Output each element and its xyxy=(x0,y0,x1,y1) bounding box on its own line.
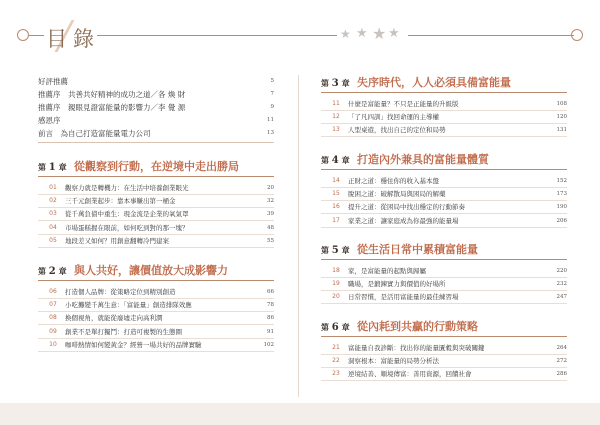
chapter-title: 失序時代，人人必須具備富能量 xyxy=(357,76,511,89)
entry-title: 小吃攤變千萬生意：「富能量」創造排隊效應 xyxy=(65,301,192,310)
entry-page: 272 xyxy=(556,358,567,365)
chapter-label-suffix: 章 xyxy=(341,322,350,332)
page-title xyxy=(46,22,96,52)
entry-rule xyxy=(38,247,274,248)
chapter-label-prefix: 第 xyxy=(321,155,329,165)
chapter-heading[interactable] xyxy=(38,263,274,281)
chapter-number: 1 xyxy=(48,162,56,173)
front-matter-item[interactable] xyxy=(38,127,274,140)
entry-page: 220 xyxy=(556,268,567,274)
header-rule xyxy=(29,35,44,36)
chapter-heading[interactable] xyxy=(321,242,567,260)
front-matter-title: 前言 為自己打造富能量電力公司 xyxy=(38,129,151,138)
chapter-label-prefix: 第 xyxy=(38,162,46,172)
front-matter-title: 好評推薦 xyxy=(38,77,68,86)
header-ring-right xyxy=(571,29,583,41)
entry-number: 22 xyxy=(332,357,340,365)
page-title-char: 目 xyxy=(46,27,67,51)
entry-title: 換個視角，就能從廢墟走向高利潤 xyxy=(65,314,163,323)
chapter-label xyxy=(321,78,350,89)
entry-page: 264 xyxy=(556,345,567,351)
chapter-number: 2 xyxy=(48,266,56,277)
toc-entry[interactable] xyxy=(321,188,567,200)
entry-page: 78 xyxy=(267,302,274,309)
entry-title: 富能量自我診斷：找出你的能量匱穀與突破關鍵 xyxy=(348,344,485,352)
header-rule xyxy=(97,35,337,36)
entry-number: 12 xyxy=(332,113,340,121)
entry-number: 17 xyxy=(332,216,340,224)
entry-page: 286 xyxy=(556,371,567,378)
front-matter-item[interactable] xyxy=(38,114,274,127)
entry-number: 18 xyxy=(332,267,340,274)
entry-page: 190 xyxy=(556,204,567,211)
toc-entry[interactable] xyxy=(38,235,274,247)
entry-title: 市場蛋糕握在眼前，如何吃到對的那一塊？ xyxy=(65,223,189,232)
chapter-label xyxy=(321,155,350,166)
front-matter-page: 13 xyxy=(267,130,274,136)
entry-number: 06 xyxy=(49,288,57,295)
footer-band xyxy=(0,403,600,425)
entry-number: 10 xyxy=(49,340,57,348)
entry-number: 14 xyxy=(332,177,340,184)
entry-title: 「了凡四訓」找回命運的主導權 xyxy=(348,113,439,122)
toc-entry[interactable] xyxy=(38,326,274,338)
entry-number: 05 xyxy=(49,236,57,244)
chapter-title: 從生活日常中累積富能量 xyxy=(357,243,478,256)
entry-page: 66 xyxy=(267,289,274,295)
entry-rule xyxy=(321,227,567,228)
entry-page: 55 xyxy=(267,237,274,244)
toc-entry[interactable] xyxy=(321,265,567,277)
chapter-label xyxy=(321,322,350,333)
chapter-rule xyxy=(38,176,274,177)
entry-title: 正財之道：穩住你的收入基本盤 xyxy=(348,177,439,185)
entry-page: 32 xyxy=(267,198,274,205)
entry-title: 三千元創業起步：靠本事賺出第一桶金 xyxy=(65,197,176,206)
chapter-rule xyxy=(321,92,567,93)
entry-number: 15 xyxy=(332,190,340,198)
chapter-label-suffix: 章 xyxy=(58,162,67,172)
entry-title: 什麼是富能量？不只是正能量的升級版 xyxy=(348,100,459,108)
toc-entry[interactable] xyxy=(321,278,567,290)
chapter-heading[interactable] xyxy=(321,75,567,93)
chapter-rule xyxy=(321,336,567,337)
entry-number: 04 xyxy=(49,223,57,231)
chapter-label-suffix: 章 xyxy=(341,155,350,165)
toc-entry[interactable] xyxy=(38,299,274,311)
entry-page: 173 xyxy=(556,191,567,198)
toc-entry[interactable] xyxy=(38,208,274,220)
toc-entry[interactable] xyxy=(38,195,274,207)
toc-entry[interactable] xyxy=(321,355,567,367)
entry-page: 131 xyxy=(556,127,567,134)
front-matter-page: 9 xyxy=(270,104,274,110)
front-matter-item[interactable] xyxy=(38,75,274,88)
entry-rule xyxy=(321,136,567,137)
chapter-heading[interactable] xyxy=(321,319,567,337)
entry-page: 20 xyxy=(267,185,274,191)
star-icon: ★ xyxy=(340,27,351,41)
entry-page: 86 xyxy=(267,315,274,322)
entry-number: 02 xyxy=(49,197,57,205)
toc-entry[interactable] xyxy=(321,342,567,354)
entry-page: 206 xyxy=(556,217,567,224)
entry-page: 152 xyxy=(556,178,567,184)
chapter-label-prefix: 第 xyxy=(321,245,329,255)
toc-entry[interactable] xyxy=(38,182,274,194)
star-icon: ★ xyxy=(388,26,400,41)
entry-page: 48 xyxy=(267,224,274,231)
chapter-title: 從內耗到共贏的行動策略 xyxy=(357,320,478,333)
toc-entry[interactable] xyxy=(38,312,274,324)
front-matter-page: 11 xyxy=(267,117,274,123)
entry-title: 逆境結善、順境傳富：善用資源，回饋社會 xyxy=(348,370,472,379)
entry-rule xyxy=(38,351,274,352)
entry-title: 創業不是單打獨鬥：打造可複製的生態圈 xyxy=(65,327,182,336)
toc-header xyxy=(0,22,600,62)
entry-number: 13 xyxy=(332,126,340,134)
chapter-number: 3 xyxy=(331,78,339,89)
toc-entry[interactable] xyxy=(38,286,274,298)
front-matter-title: 感恩序 xyxy=(38,116,61,125)
chapter-label xyxy=(38,162,67,173)
entry-number: 20 xyxy=(332,293,340,301)
entry-number: 01 xyxy=(49,184,57,191)
entry-title: 觀察力就是轉機力：在生活中培養創業眼光 xyxy=(65,184,189,192)
entry-number: 23 xyxy=(332,370,340,378)
entry-page: 39 xyxy=(267,211,274,218)
toc-entry[interactable] xyxy=(321,291,567,303)
entry-number: 07 xyxy=(49,301,57,309)
chapter-number: 5 xyxy=(331,245,339,256)
chapter-title: 從觀察到行動，在逆境中走出勝局 xyxy=(74,160,239,173)
chapter-heading[interactable] xyxy=(321,152,567,170)
chapter-rule xyxy=(321,259,567,260)
front-matter-item[interactable] xyxy=(38,88,274,101)
entry-page: 102 xyxy=(263,341,274,348)
chapter-rule xyxy=(321,169,567,170)
entry-title: 家，是富能量的起點與歸屬 xyxy=(348,267,426,275)
entry-title: 職場，是鍛鍊實力與價值的好場所 xyxy=(348,280,446,289)
toc-entry[interactable] xyxy=(321,201,567,213)
toc-entry[interactable] xyxy=(38,222,274,234)
entry-page: 91 xyxy=(267,328,274,335)
front-matter-page: 5 xyxy=(270,78,274,84)
front-matter-page: 7 xyxy=(270,91,274,97)
entry-title: 從千萬負債中重生：現金流是企業的氧氣罩 xyxy=(65,210,189,219)
chapter-title: 與人共好，讓價值放大成影響力 xyxy=(74,264,228,277)
toc-entry[interactable] xyxy=(321,368,567,380)
entry-page: 120 xyxy=(556,114,567,121)
toc-entry[interactable] xyxy=(321,215,567,227)
header-ring-left xyxy=(17,29,29,41)
chapter-label-suffix: 章 xyxy=(58,266,67,276)
chapter-label-prefix: 第 xyxy=(321,322,329,332)
entry-number: 08 xyxy=(49,314,57,322)
entry-title: 打造個人品牌：從策略定位到精別創造 xyxy=(65,288,176,296)
column-divider xyxy=(298,75,299,397)
entry-title: 家業之道：讓家庭成為你最強的能量場 xyxy=(348,216,459,225)
entry-title: 咖啡熱情如何變黃金？經營一場共好的品牌實驗 xyxy=(65,340,202,349)
toc-entry[interactable] xyxy=(321,98,567,110)
toc-entry[interactable] xyxy=(321,175,567,187)
entry-title: 提升之道：從困局中找出穩定的行動節奏 xyxy=(348,203,465,212)
chapter-label-prefix: 第 xyxy=(321,78,329,88)
chapter-label xyxy=(321,245,350,256)
header-rule xyxy=(408,35,574,36)
front-matter-rule xyxy=(38,142,274,143)
toc-entry[interactable] xyxy=(321,124,567,136)
page-title-char: 錄 xyxy=(73,27,94,51)
toc-entry[interactable] xyxy=(321,111,567,123)
front-matter-title: 推薦序 親眼見證富能量的影響力／李 覺 源 xyxy=(38,103,186,112)
chapter-label-suffix: 章 xyxy=(341,245,350,255)
entry-number: 11 xyxy=(332,100,340,107)
entry-rule xyxy=(321,380,567,381)
entry-rule xyxy=(321,303,567,304)
chapter-title: 打造內外兼具的富能量體質 xyxy=(357,153,489,166)
chapter-number: 4 xyxy=(331,155,339,166)
chapter-label-suffix: 章 xyxy=(341,78,350,88)
chapter-heading[interactable] xyxy=(38,159,274,177)
entry-page: 232 xyxy=(556,281,567,288)
front-matter-title: 推薦序 共善共好精神的成功之道／各 煥 財 xyxy=(38,90,186,99)
entry-title: 洞察根本：富能量的局勢分析法 xyxy=(348,357,439,366)
chapter-rule xyxy=(38,280,274,281)
chapter-label-prefix: 第 xyxy=(38,266,46,276)
entry-number: 03 xyxy=(49,210,57,218)
star-icon: ★ xyxy=(356,26,368,41)
entry-title: 日常習慣，是活用富能量的最佳練習場 xyxy=(348,293,459,302)
star-icon: ★ xyxy=(372,24,387,43)
toc-entry[interactable] xyxy=(38,339,274,351)
entry-number: 21 xyxy=(332,344,340,351)
chapter-number: 6 xyxy=(331,322,339,333)
entry-title: 地段差又如何？用創意翻轉冷門建案 xyxy=(65,236,169,245)
entry-number: 16 xyxy=(332,203,340,211)
entry-number: 09 xyxy=(49,327,57,335)
entry-title: 人型桌遊，找出自己的定位和局勢 xyxy=(348,126,446,135)
chapter-label xyxy=(38,266,67,277)
entry-title: 脫困之道：破解散局與困局的解藥 xyxy=(348,190,446,199)
entry-page: 247 xyxy=(556,294,567,301)
entry-number: 19 xyxy=(332,280,340,288)
header-stars xyxy=(340,26,406,44)
front-matter-item[interactable] xyxy=(38,101,274,114)
entry-page: 108 xyxy=(556,101,567,107)
